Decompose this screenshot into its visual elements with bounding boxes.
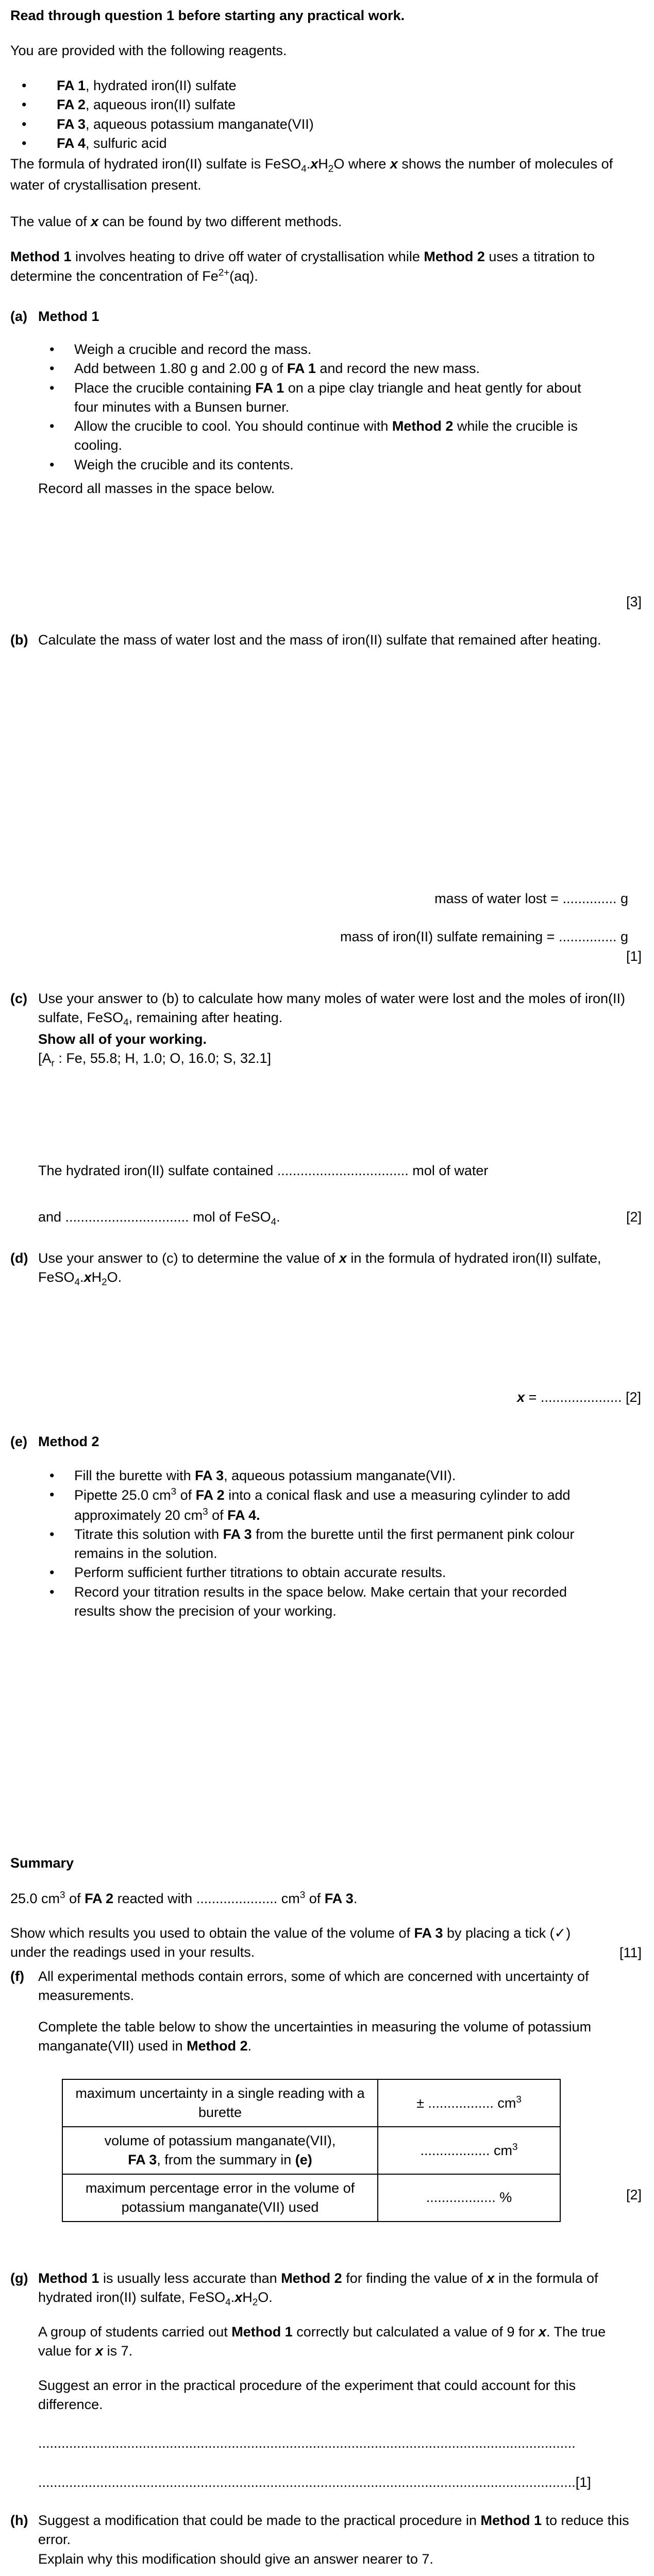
table-cell-label: maximum percentage error in the volume of potassium manganate(VII) used xyxy=(62,2174,378,2222)
step-item: • Pipette 25.0 $cm^3$ of FA 2 into a conical flask and use a measuring cylinder to add approximately 20 $cm^3$ of FA 4. xyxy=(38,1485,600,1525)
question-c-label: (c) xyxy=(10,991,27,1006)
question-g-text2: A group of students carried out Method 1 correctly but calculated a value of 9 for x. The true value for x is 7. xyxy=(38,2324,606,2359)
question-g-text3: Suggest an error in the practical procedure of the experiment that could account for this difference. xyxy=(38,2378,576,2413)
table-cell-answer[interactable]: ± ................. $cm^3$ xyxy=(378,2079,560,2127)
question-b-label: (b) xyxy=(10,632,28,648)
answer-mol-water[interactable]: The hydrated iron(II) sulfate contained .................................. mol of water xyxy=(38,1163,489,1178)
mark-a: [3] xyxy=(626,594,642,609)
method-2-title: Method 2 xyxy=(38,1434,99,1449)
question-d-label: (d) xyxy=(10,1250,28,1266)
answer-water-lost[interactable]: mass of water lost = .............. g xyxy=(434,891,628,906)
step-item: • Titrate this solution with FA 3 from the burette until the first permanent pink colour remains in the solution. xyxy=(38,1525,600,1564)
step-item: • Allow the crucible to cool. You should continue with Method 2 while the crucible is cooling. xyxy=(38,417,600,455)
table-row xyxy=(62,2127,560,2174)
uncertainty-table xyxy=(62,2079,561,2222)
tick-instruction: Show which results you used to obtain the value of the volume of FA 3 by placing a tick (✓) under the readings used in your results. xyxy=(10,1925,571,1960)
step-item: • Record your titration results in the space below. Make certain that your recorded results show the precision of your working. xyxy=(38,1583,600,1621)
method-2-steps xyxy=(38,1466,600,1621)
question-h-label: (h) xyxy=(10,2513,28,2528)
step-item: • Add between 1.80 g and 2.00 g of FA 1 and record the new mass. xyxy=(38,359,600,378)
methods-paragraph: Method 1 involves heating to drive off water of crystallisation while Method 2 uses a titration to determine the concentration of $Fe^{2+}(aq)$. xyxy=(10,249,595,284)
answer-iron-sulfate-remaining[interactable]: mass of iron(II) sulfate remaining = ............... g xyxy=(340,929,628,944)
method-1-title: Method 1 xyxy=(38,309,99,324)
question-b-text: Calculate the mass of water lost and the mass of iron(II) sulfate that remained after heating. xyxy=(38,632,601,648)
record-masses-text: Record all masses in the space below. xyxy=(38,481,275,496)
table-cell-answer[interactable]: .................. $cm^3$ xyxy=(378,2127,560,2174)
reagents-intro: You are provided with the following reagents. xyxy=(10,43,287,58)
formula-paragraph: The formula of hydrated iron(II) sulfate is $FeSO_4.xH_2O$ where x shows the number of molecules of water of crystallisation present. xyxy=(10,156,613,193)
answer-x[interactable]: x = ..................... [2] xyxy=(517,1389,641,1405)
reagent-item: • FA 2, aqueous iron(II) sulfate xyxy=(10,95,314,114)
step-item: • Place the crucible containing FA 1 on a pipe clay triangle and heat gently for about four minutes with a Bunsen burner. xyxy=(38,379,600,417)
instruction-header: Read through question 1 before starting any practical work. xyxy=(10,8,405,23)
reagent-item: • FA 4, sulfuric acid xyxy=(10,134,314,153)
table-cell-label: volume of potassium manganate(VII), FA 3, from the summary in (e) xyxy=(62,2127,378,2174)
question-g-label: (g) xyxy=(10,2270,28,2286)
table-row xyxy=(62,2174,560,2222)
answer-mol-feso4[interactable]: and ................................ mol of FeSO$_4$. xyxy=(38,1209,280,1228)
method-1-steps xyxy=(38,340,600,474)
mark-c: [2] xyxy=(626,1209,642,1225)
step-item: • Perform sufficient further titrations to obtain accurate results. xyxy=(38,1563,600,1582)
question-g-text1: Method 1 is usually less accurate than Method 2 for finding the value of x in the formula of hydrated iron(II) sulfate, $FeSO_4.xH_2O$. xyxy=(38,2270,598,2308)
question-f-text1: All experimental methods contain errors, some of which are concerned with uncertainty of measurements. xyxy=(38,1969,589,2004)
mark-e: [11] xyxy=(619,1945,642,1960)
question-c-text: Use your answer to (b) to calculate how many moles of water were lost and the moles of iron(II) sulfate, FeSO$_4$, remaining after heating. Show all of your working. [$A_r$ : Fe, 55.8; H, 1.0; O, 16.0; S, 32.1] xyxy=(38,991,625,1069)
reagent-item: • FA 1, hydrated iron(II) sulfate xyxy=(10,76,314,95)
mark-f: [2] xyxy=(626,2187,642,2202)
question-a-label: (a) xyxy=(10,309,27,324)
question-f-text2: Complete the table below to show the uncertainties in measuring the volume of potassium manganate(VII) used in Method 2. xyxy=(38,2019,592,2054)
summary-line[interactable]: 25.0 $cm^3$ of FA 2 reacted with ..................... $cm^3$ of FA 3. xyxy=(10,1890,358,1906)
reagent-list xyxy=(10,76,314,153)
step-item: • Fill the burette with FA 3, aqueous potassium manganate(VII). xyxy=(38,1466,600,1485)
reagent-item: • FA 3, aqueous potassium manganate(VII) xyxy=(10,115,314,134)
table-cell-label: maximum uncertainty in a single reading with a burette xyxy=(62,2079,378,2127)
summary-title: Summary xyxy=(10,1855,74,1871)
answer-line[interactable]: ...........................................................................................................................................[1] xyxy=(38,2475,591,2490)
question-e-label: (e) xyxy=(10,1434,27,1449)
step-item: • Weigh the crucible and its contents. xyxy=(38,455,600,474)
question-h-text1: Suggest a modification that could be made to the practical procedure in Method 1 to reduce this error. Explain why this modification should give an answer nearer to 7. xyxy=(38,2513,629,2567)
table-cell-answer[interactable]: .................. % xyxy=(378,2174,560,2222)
table-row xyxy=(62,2079,560,2127)
question-d-text: Use your answer to (c) to determine the value of x in the formula of hydrated iron(II) sulfate, $FeSO_4.xH_2O$. xyxy=(38,1250,601,1288)
question-f-label: (f) xyxy=(10,1969,24,1984)
value-x-paragraph: The value of x can be found by two different methods. xyxy=(10,214,342,229)
answer-line[interactable]: ........................................................................................................................................... xyxy=(38,2435,576,2451)
show-working-note: Show all of your working. xyxy=(38,1031,207,1047)
mark-b: [1] xyxy=(626,948,642,964)
step-item: • Weigh a crucible and record the mass. xyxy=(38,340,600,359)
